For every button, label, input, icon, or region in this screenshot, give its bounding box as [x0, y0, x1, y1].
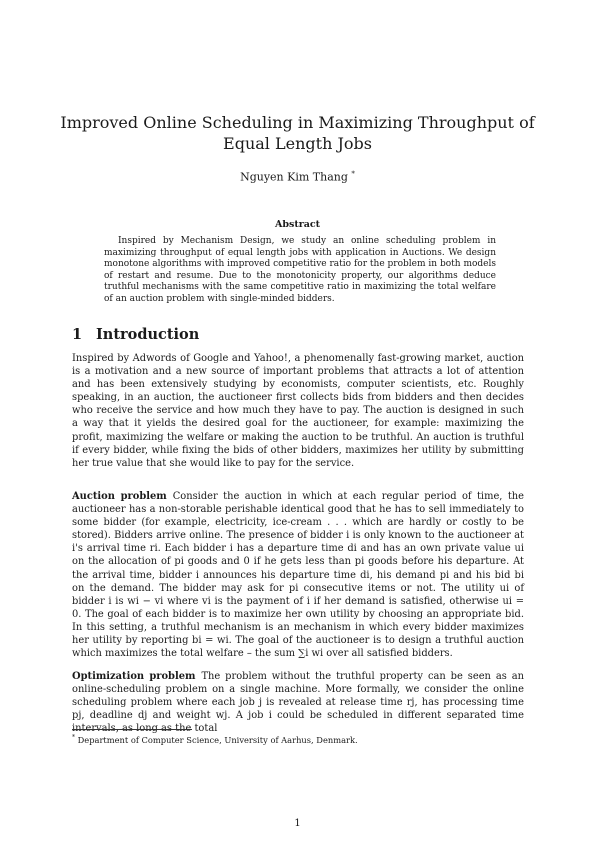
section-title: Introduction [96, 326, 200, 343]
author-line [0, 170, 595, 184]
auction-heading: Auction problem [72, 491, 167, 502]
section-heading [72, 326, 199, 343]
optimization-heading: Optimization problem [72, 671, 196, 682]
page-number: 1 [294, 818, 301, 829]
auction-text: Consider the auction in which at each regular period of time, the auctioneer has a non-storable perishable identical good that he has to sell immediately to some bidder (for example, electricity, ice-cream . . . which are hardly or costly to be stored). Bidders arrive online. The presence of bidder i is only known to the auctioneer at i's arrival time ri. Each bidder i has a departure time di and has an own private value ui on the allocation of pi goods and 0 if he gets less than pi goods before his departure. At the arrival time, bidder i announces his departure time di, his demand pi and his bid bi on the demand. The bidder may ask for pi consecutive items or not. The utility ui of bidder i is wi − vi where vi is the payment of i if her demand is satisfied, otherwise ui = 0. The goal of each bidder is to maximize her own utility by choosing an appropriate bid. In this setting, a truthful mechanism is an mechanism in which every bidder maximizes her utility by reporting bi = wi. The goal of the auctioneer is to design a truthful auction which maximizes the total welfare – the sum ∑i wi over all satisfied bidders. [72, 491, 525, 660]
section-number: 1 [72, 326, 83, 343]
abstract-heading: Abstract [274, 219, 321, 230]
auction-paragraph [72, 490, 524, 660]
footnote-mark: * [72, 734, 75, 741]
footnote-rule [72, 729, 192, 730]
optimization-paragraph [72, 670, 524, 735]
author-name: Nguyen Kim Thang [240, 170, 348, 184]
footnote [72, 734, 358, 745]
optimization-text: The problem without the truthful property can be seen as an online-scheduling problem on a single machine. More formally, we consider the online scheduling problem where each job j is revealed at release time rj, has processing time pj, deadline dj and weight wj. A job i could be scheduled in different separated time intervals, as long as the total [72, 671, 524, 735]
footnote-text: Department of Computer Science, University of Aarhus, Denmark. [77, 734, 358, 745]
author-footnote-mark: * [351, 170, 355, 178]
intro-paragraph: Inspired by Adwords of Google and Yahoo!, a phenomenally fast-growing market, auction is a motivation and a new source of important problems that attracts a lot of attention and has been extensively studying by economists, computer scientists, etc. Roughly speaking, in an auction, the auctioneer first collects bids from bidders and then decides who receive the service and how much they have to pay. The auction is designed in such a way that it yields the desired goal for the auctioneer, for example: maximizing the profit, maximizing the welfare or making the auction to be truthful. An auction is truthful if every bidder, while fixing the bids of other bidders, maximizes her utility by submitting her true value that she would like to pay for the service. [72, 353, 524, 469]
abstract-text: Inspired by Mechanism Design, we study an online scheduling problem in maximizing throughput of equal length jobs with application in Auctions. We design monotone algorithms with improved competitive ratio for the problem in both models of restart and resume. Due to the monotonicity property, our algorithms deduce truthful mechanisms with the same competitive ratio in maximizing the total welfare of an auction problem with single-minded bidders. [104, 236, 496, 304]
paper-title: Improved Online Scheduling in Maximizing Throughput of Equal Length Jobs [60, 113, 535, 153]
